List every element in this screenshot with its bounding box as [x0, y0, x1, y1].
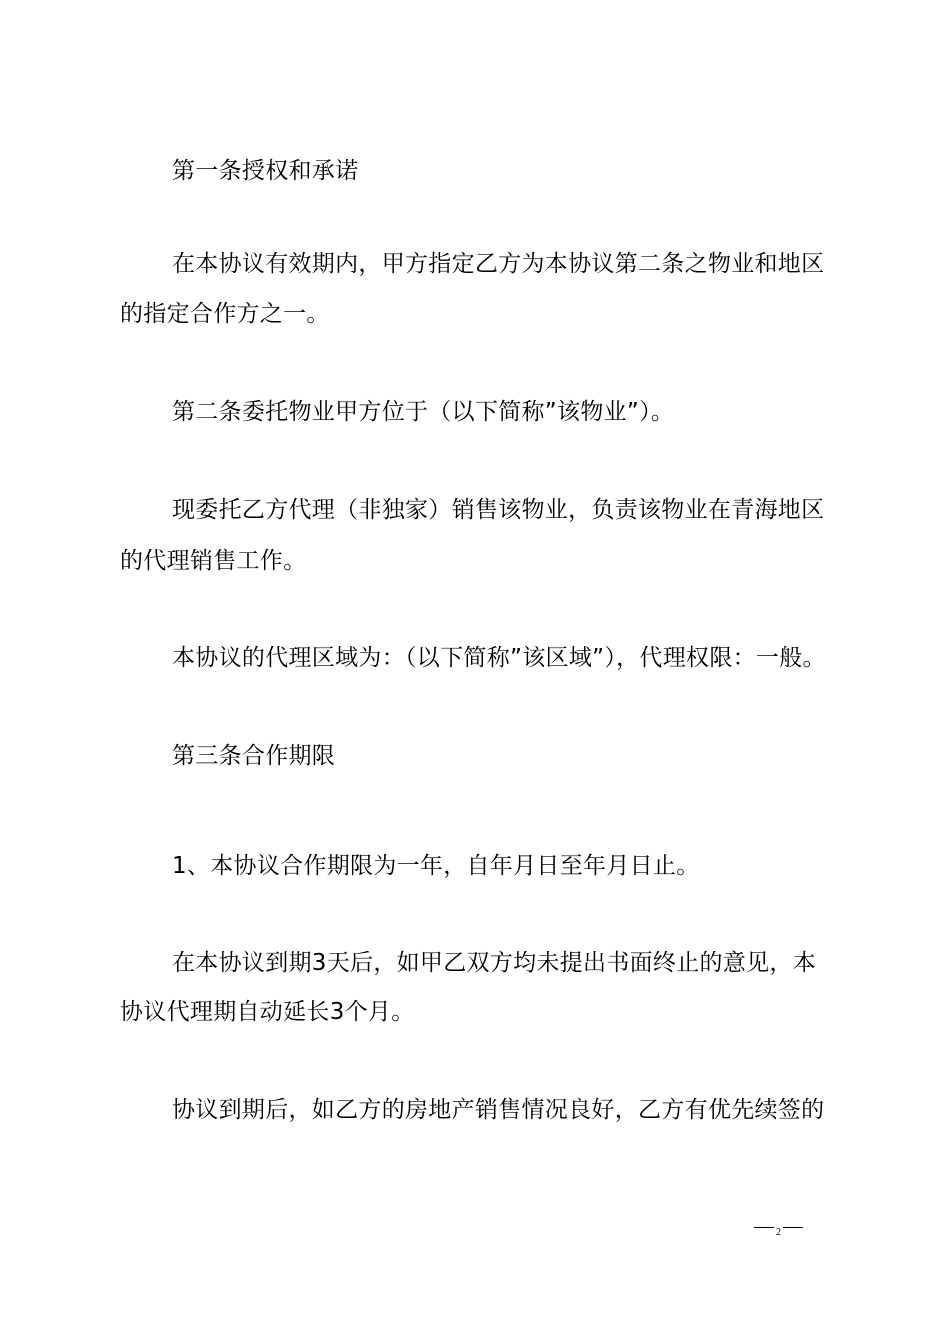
- paragraph-line: 1、本协议合作期限为一年，自年月日至年月日止。: [172, 853, 700, 879]
- paragraph-line: 的代理销售工作。: [120, 548, 307, 574]
- footer-dash-right: [783, 1227, 803, 1228]
- article-3-heading: 第三条合作期限: [172, 743, 336, 769]
- article-1-heading: 第一条授权和承诺: [172, 158, 359, 184]
- page-footer: [752, 1216, 805, 1245]
- paragraph-line: 协议代理期自动延长3个月。: [120, 999, 415, 1025]
- page-number: 2: [776, 1227, 781, 1238]
- paragraph-line: 的指定合作方之一。: [120, 301, 330, 327]
- paragraph-line: 本协议的代理区域为：（以下简称”该区域”），代理权限：一般。: [172, 645, 826, 671]
- paragraph-line: 在本协议有效期内，甲方指定乙方为本协议第二条之物业和地区: [172, 251, 825, 277]
- paragraph-line: 在本协议到期3天后，如甲乙双方均未提出书面终止的意见，本: [172, 950, 817, 976]
- paragraph-line: 协议到期后，如乙方的房地产销售情况良好，乙方有优先续签的: [172, 1097, 825, 1123]
- paragraph-line: 现委托乙方代理（非独家）销售该物业，负责该物业在青海地区: [172, 497, 825, 523]
- footer-dash-left: [754, 1227, 774, 1228]
- article-2-heading: 第二条委托物业甲方位于（以下简称”该物业”）。: [172, 399, 675, 425]
